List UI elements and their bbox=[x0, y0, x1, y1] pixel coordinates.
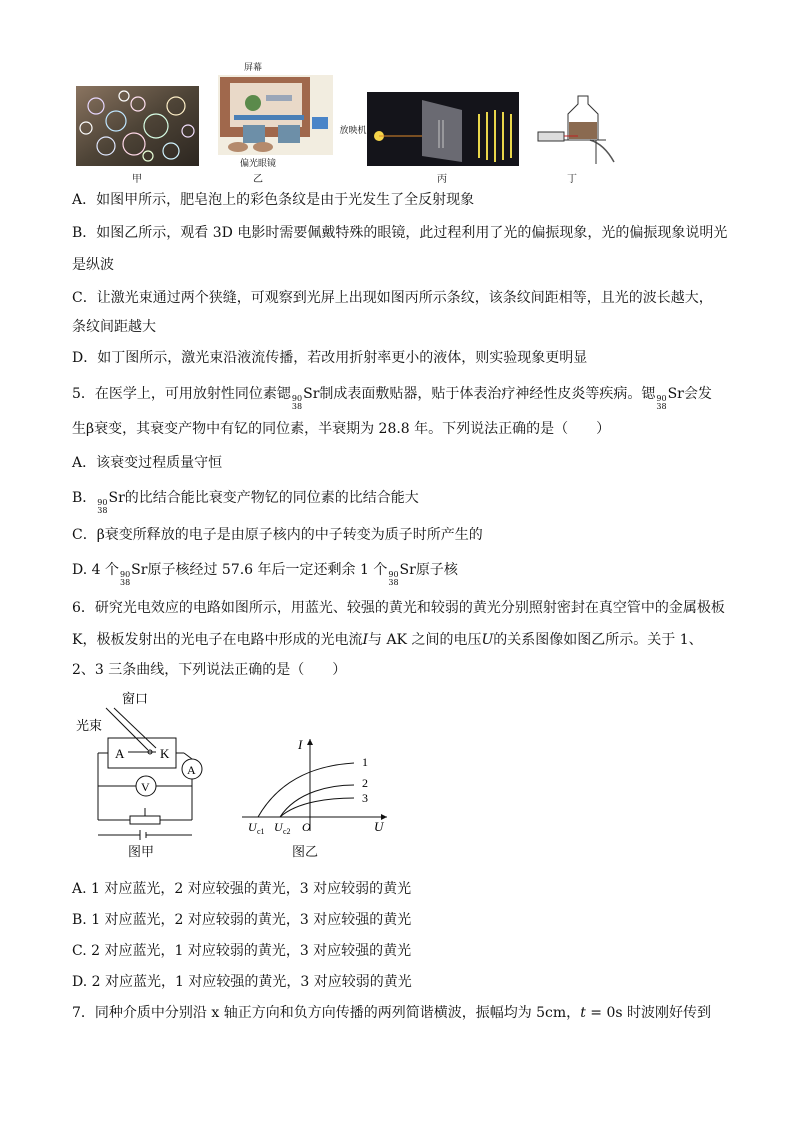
q5-d-mid: 原子核经过 57.6 年后一定还剩余 1 个 bbox=[147, 562, 388, 578]
q7-var-t: t bbox=[580, 1005, 586, 1021]
isotope-symbol: Sr bbox=[303, 386, 320, 402]
electrode-k-label: K bbox=[160, 746, 170, 761]
ammeter-label: A bbox=[187, 763, 196, 777]
axis-i-label: I bbox=[298, 737, 303, 752]
figure-yi-caption: 乙 bbox=[253, 174, 263, 185]
q6-l2-part1: K，极板发射出的光电子在电路中形成的光电流 bbox=[72, 632, 363, 648]
q6-l2-part2: 与 AK 之间的电压 bbox=[368, 632, 482, 648]
uc1-subscript: c1 bbox=[257, 827, 265, 835]
q6-option-c: C. 2 对应蓝光，1 对应较弱的黄光，3 对应较强的黄光 bbox=[72, 943, 412, 959]
q4-option-d: D．如丁图所示，激光束沿液流传播，若改用折射率更小的液体，则实验现象更明显 bbox=[72, 350, 588, 366]
q4-option-b-line2: 是纵波 bbox=[72, 257, 114, 273]
uc1-label: U bbox=[248, 820, 257, 834]
q5-option-d bbox=[72, 561, 458, 587]
q6-stem-line1: 6．研究光电效应的电路如图所示，用蓝光、较强的黄光和较弱的黄光分别照射密封在真空管中的金属极板 bbox=[72, 600, 725, 616]
isotope-sr90: 90 38 bbox=[291, 394, 303, 411]
isotope-sr90: 90 38 bbox=[119, 570, 131, 587]
figure-ding-liquid-stream bbox=[536, 92, 628, 166]
curve-2-label: 2 bbox=[362, 776, 368, 790]
q5-stem-line2: 生β衰变，其衰变产物中有钇的同位素，半衰期为 28.8 年。下列说法正确的是（ ） bbox=[72, 421, 611, 437]
figure-yi-glasses-label: 偏光眼镜 bbox=[239, 159, 276, 169]
curve-3-label: 3 bbox=[362, 791, 368, 805]
q5-stem-part3: 会发 bbox=[683, 386, 712, 402]
figure-yi-3d-cinema bbox=[218, 75, 333, 155]
q5-b-label: B． bbox=[72, 490, 97, 506]
isotope-sr90: 90 38 bbox=[97, 498, 108, 515]
figure-yi-projector-label: 放映机 bbox=[339, 126, 367, 136]
figure-yi-screen-label: 屏幕 bbox=[243, 63, 262, 73]
figure-jia-soap-bubbles bbox=[76, 86, 199, 166]
figure-b-caption: 图乙 bbox=[292, 845, 319, 860]
q7-part1: 7．同种介质中分别沿 x 轴正方向和负方向传播的两列简谐横波，振幅均为 5cm， bbox=[72, 1005, 581, 1021]
q5-option-b bbox=[72, 489, 419, 515]
isotope-sr90: 90 38 bbox=[656, 394, 667, 411]
q6-option-a: A. 1 对应蓝光，2 对应较强的黄光，3 对应较弱的黄光 bbox=[72, 881, 412, 897]
figure-a-caption: 图甲 bbox=[128, 845, 155, 860]
q5-option-c: C．β衰变所释放的电子是由原子核内的中子转变为质子时所产生的 bbox=[72, 527, 483, 543]
q5-stem-part2: 制成表面敷贴器，贴于体表治疗神经性皮炎等疾病。锶 bbox=[319, 386, 656, 402]
figure-jia-caption: 甲 bbox=[132, 174, 142, 185]
q6-stem-line2 bbox=[72, 631, 703, 649]
q7-part2: = 0s 时波刚好传到 bbox=[585, 1005, 712, 1021]
q6-var-i: I bbox=[362, 632, 368, 648]
origin-label: O bbox=[302, 820, 311, 834]
q6-l2-part3: 的关系图像如图乙所示。关于 1、 bbox=[493, 632, 703, 648]
figure-ding-caption: 丁 bbox=[567, 174, 577, 185]
beam-label: 光束 bbox=[76, 718, 103, 733]
q4-option-b-line1: B．如图乙所示，观看 3D 电影时需要佩戴特殊的眼镜，此过程利用了光的偏振现象，光的偏振现象说明光 bbox=[72, 225, 728, 241]
q4-option-a: A．如图甲所示，肥皂泡上的彩色条纹是由于光发生了全反射现象 bbox=[72, 192, 475, 208]
curve-3 bbox=[280, 798, 354, 817]
curve-1-label: 1 bbox=[362, 755, 368, 769]
q6-option-b: B. 1 对应蓝光，2 对应较弱的黄光，3 对应较强的黄光 bbox=[72, 912, 412, 928]
curve-1 bbox=[258, 763, 354, 817]
q6-stem-line3: 2、3 三条曲线，下列说法正确的是（ ） bbox=[72, 662, 347, 678]
isotope-symbol: Sr bbox=[131, 562, 148, 578]
q5-stem-line1 bbox=[72, 385, 712, 411]
isotope-symbol: Sr bbox=[108, 490, 125, 506]
q4-option-c-line2: 条纹间距越大 bbox=[72, 319, 156, 335]
figure-bing-caption: 丙 bbox=[437, 174, 447, 185]
window-label: 窗口 bbox=[122, 691, 149, 706]
figure-bing-double-slit bbox=[367, 92, 519, 166]
figure-b-iu-graph bbox=[242, 735, 392, 835]
q4-option-c-line1: C．让激光束通过两个狭缝，可观察到光屏上出现如图丙所示条纹，该条纹间距相等，且光的波长越大， bbox=[72, 290, 713, 306]
isotope-symbol: Sr bbox=[399, 562, 416, 578]
isotope-symbol: Sr bbox=[667, 386, 684, 402]
voltmeter-label: V bbox=[141, 780, 150, 794]
uc2-subscript: c2 bbox=[283, 827, 291, 835]
q5-d-label: D. 4 个 bbox=[72, 562, 119, 578]
q7-stem-line1 bbox=[72, 1004, 711, 1022]
q5-b-text: 的比结合能比衰变产物钇的同位素的比结合能大 bbox=[124, 490, 419, 506]
q5-stem-part1: 5．在医学上，可用放射性同位素锶 bbox=[72, 386, 291, 402]
axis-u-label: U bbox=[374, 819, 384, 834]
q5-d-post: 原子核 bbox=[415, 562, 458, 578]
q5-option-a: A．该衰变过程质量守恒 bbox=[72, 455, 223, 471]
q6-var-u: U bbox=[481, 632, 494, 648]
figure-a-photoelectric-circuit bbox=[70, 690, 210, 840]
q6-option-d: D. 2 对应蓝光，1 对应较强的黄光，3 对应较弱的黄光 bbox=[72, 974, 412, 990]
electrode-a-label: A bbox=[115, 746, 125, 761]
uc2-label: U bbox=[274, 820, 283, 834]
isotope-sr90: 90 38 bbox=[388, 570, 399, 587]
